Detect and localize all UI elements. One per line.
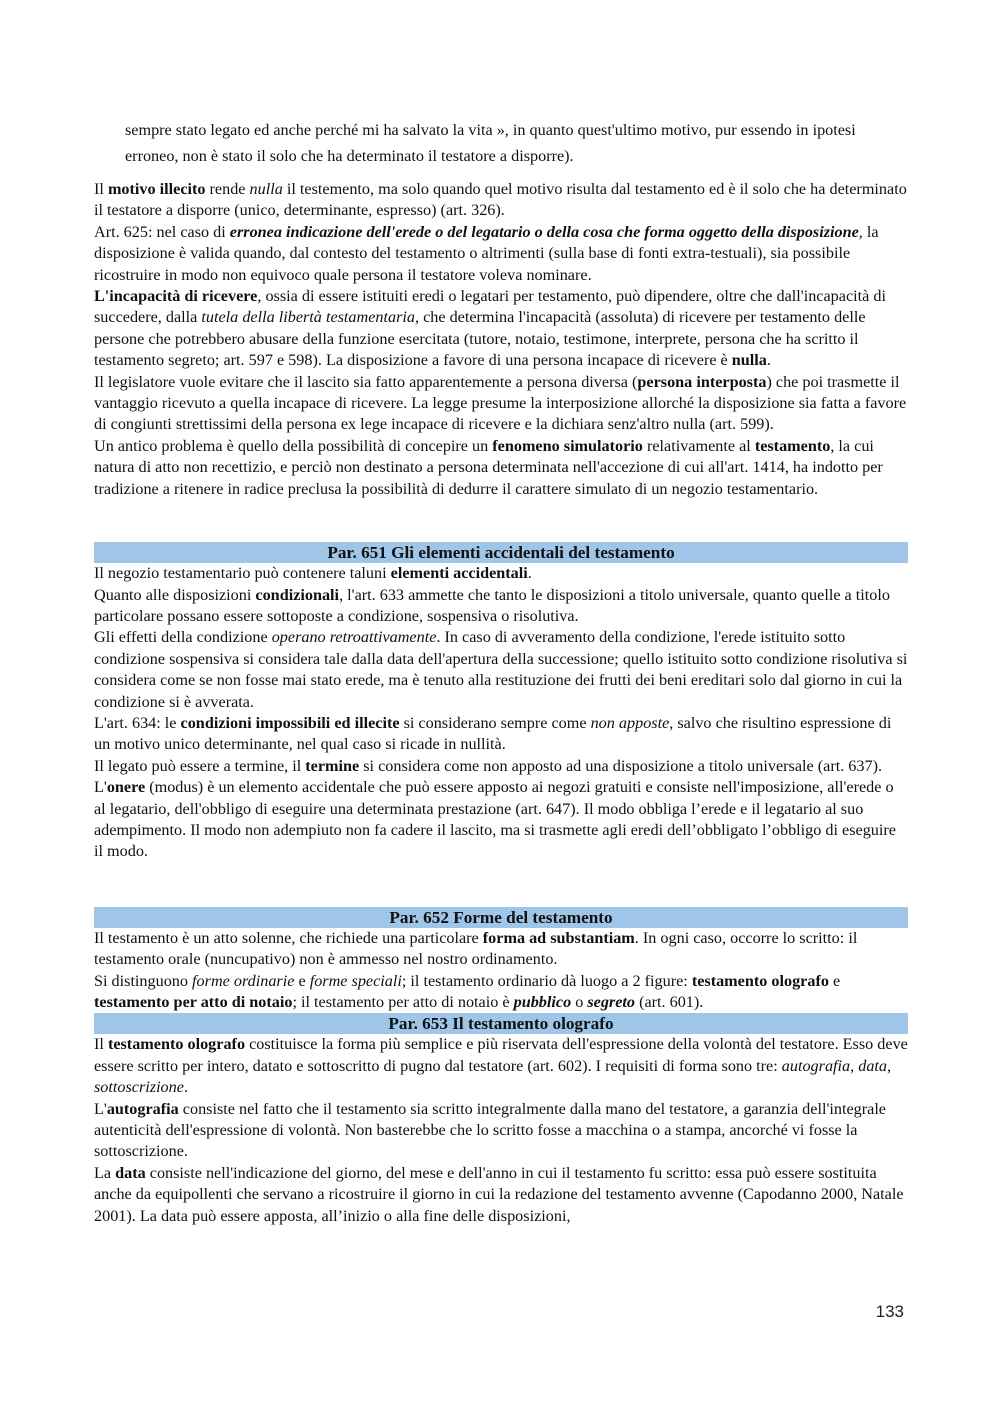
text-run: costituisce la forma più semplice e più riservata dell'espressione della volontà del testatore. Esso deve essere scritto per intero, datato e sottoscritto di pugno dal testatore (art. 602). I requisiti di forma sono tre:	[94, 1035, 908, 1075]
text-run: ,	[850, 1056, 859, 1075]
text-run: L'art. 634: le	[94, 713, 181, 732]
text-run: , la cui natura di atto non recettizio, e perciò non destinato a persona determinata nell'accezione di cui all'art. 1414, ha indotto per tradizione a ritenere in radice preclusa la possibilità di dedurre il carattere simulato di un negozio testamentario.	[94, 436, 883, 498]
text-run: (art. 601).	[635, 993, 704, 1011]
text-run: , la disposizione è valida quando, dal contesto del testamento o altrimenti (sulla base di fonti extra-testuali), sia possibile ricostruire in modo non equivoco quale persona il testatore voleva nominare.	[94, 222, 879, 284]
text-run: ) che poi trasmette il vantaggio ricevuto a quella incapace di ricevere. La legge presume la interposizione allorché la disposizione sia fatta a favore di congiunti strettissimi della persona ex lege incapace di ricevere e la dichiara senz'altro nulla (art. 599).	[94, 372, 907, 434]
text-run: motivo illecito	[107, 180, 206, 198]
text-run: operano retroattivamente	[271, 628, 437, 647]
text-run: condizionali	[255, 585, 340, 604]
text-run: termine	[305, 756, 360, 775]
text-run: ; il testamento per atto di notaio è	[292, 993, 514, 1011]
text-run: data	[858, 1056, 888, 1075]
paragraph-651-termine	[94, 756, 908, 777]
text-run: Il legato può essere a termine, il	[94, 756, 306, 775]
text-run: , salvo che risultino espressione di un motivo unico determinante, nel qual caso si ricade in nullità.	[94, 713, 892, 754]
text-run: ; il testamento ordinario dà luogo a 2 figure:	[401, 971, 692, 990]
text-run: si considera come non apposto ad una disposizione a titolo universale (art. 637).	[359, 756, 883, 775]
page-body	[94, 118, 908, 1227]
paragraph-651-effetti	[94, 627, 908, 713]
text-run: L'	[94, 778, 107, 797]
text-run: , che determina l'incapacità (assoluta) di ricevere per testamento delle persone che potrebbero abusare della funzione esercitata (tutore, notaio, testimone, interprete, persona che ha scritto il testamento segreto; art. 597 e 598). La disposizione a favore di una persona incapace di ricevere è	[94, 308, 866, 370]
section-heading-652: Par. 652 Forme del testamento	[94, 907, 908, 928]
text-run: consiste nel fatto che il testamento sia scritto integralmente dalla mano del testatore, a garanzia dell'integrale autenticità dell'espressione di volontà. Non basterebbe che lo scritto fosse a macchina o a stampa, ancorché vi fosse la sottoscrizione.	[94, 1099, 886, 1161]
paragraph-incapacita	[94, 286, 908, 372]
text-run: testamento olografo	[107, 1035, 246, 1054]
paragraph-653-olografo	[94, 1034, 908, 1098]
text-run: il testemento, ma solo quando quel motivo risulta dal testamento ed è il solo che ha determinato il testatore a disporre (unico, determinante, espresso) (art. 326).	[94, 180, 907, 220]
text-run: erronea indicazione dell'erede o del legatario o della cosa che forma oggetto della disposizione	[229, 222, 859, 241]
text-run: Un antico problema è quello della possibilità di concepire un	[94, 436, 493, 455]
text-run: pubblico	[513, 993, 572, 1011]
paragraph-653-autografia	[94, 1099, 908, 1163]
text-run: non apposte	[590, 713, 670, 732]
paragraph-651-art-634	[94, 713, 908, 756]
text-run: consiste nell'indicazione del giorno, del mese e dell'anno in cui il testamento fu scritto: essa può essere sostituita anche da equipollenti che servano a ricostruire il giorno in cui la redazione del testamento avvenne (Capodanno 2000, Natale 2001). La data può essere apposta, all’inizio o alla fine delle disposizioni,	[94, 1163, 904, 1225]
text-run: forme speciali	[309, 971, 402, 990]
text-run: Il negozio testamentario può contenere taluni	[94, 564, 391, 583]
text-run: onere	[106, 778, 146, 797]
section-heading-653: Par. 653 Il testamento olografo	[94, 1013, 908, 1034]
text-run: si considerano sempre come	[399, 713, 591, 732]
text-run: forme ordinarie	[192, 971, 295, 990]
text-run: Quanto alle disposizioni	[94, 585, 256, 604]
text-run: Il	[94, 180, 108, 198]
text-run: , l'art. 633 ammette che tanto le disposizioni a titolo universale, quanto quelle a titolo particolare possano essere sottoposte a condizione, sospensiva o risolutiva.	[94, 585, 890, 625]
intro-quote	[94, 118, 908, 169]
text-run: elementi accidentali	[390, 564, 528, 583]
paragraph-motivo-illecito	[94, 179, 908, 222]
text-run: segreto	[587, 993, 636, 1011]
text-run: persona interposta	[637, 372, 767, 391]
text-run: relativamente al	[642, 436, 755, 455]
text-run: nulla	[249, 180, 283, 198]
text-run: , ossia di essere istituiti eredi o legatari per testamento, può dipendere, oltre che dall'incapacità di succedere, dalla	[94, 287, 886, 327]
text-run: tutela della libertà testamentaria	[201, 308, 415, 327]
page-number: 133	[875, 1302, 904, 1321]
text-run: data	[115, 1163, 146, 1182]
text-run: La	[94, 1163, 116, 1182]
text-run: fenomeno simulatorio	[492, 436, 643, 455]
text-run: .	[766, 351, 771, 370]
text-run: Gli effetti della condizione	[94, 628, 272, 647]
text-run: testamento per atto di notaio	[94, 993, 293, 1011]
text-run: ,	[887, 1056, 892, 1075]
text-run: autografia	[781, 1056, 851, 1075]
text-run: L'	[94, 1099, 107, 1118]
text-run: Il	[94, 1035, 108, 1054]
paragraph-651-a	[94, 563, 908, 584]
paragraph-simulazione	[94, 436, 908, 500]
text-run: . In caso di avveramento della condizione, l'erede istituito sotto condizione sospensiva si considera tale dalla data dell'apertura della successione; quello istituito sotto condizione risolutiva si considera come se non fosse mai stato erede, ma è tenuto alla restituzione dei frutti dei beni ereditari solo dal giorno in cui la condizione si è avverata.	[94, 628, 908, 711]
text-run: . In ogni caso, occorre lo scritto: il testamento orale (nuncupativo) non è ammesso nel nostro ordinamento.	[94, 928, 858, 969]
text-run: nulla	[731, 351, 767, 370]
text-run: Art. 625: nel caso di	[94, 222, 230, 241]
text-run: L'incapacità di ricevere	[94, 287, 258, 306]
text-run: (modus) è un elemento accidentale che può essere apposto ai negozi gratuiti e consiste nell'imposizione, all'erede o al legatario, dell'obbligo di eseguire una determinata prestazione (art. 647). Il modo obbliga l’erede e il legatario al suo adempimento. Il modo non adempiuto non fa cadere il lascito, ma si trasmette agli eredi dell’obbligato l’obbligo di eseguire il modo.	[94, 778, 896, 861]
paragraph-652-forme	[94, 971, 908, 1014]
paragraph-651-condizionali	[94, 585, 908, 628]
text-run: o	[571, 993, 588, 1011]
text-run: autografia	[106, 1099, 179, 1118]
text-run: rende	[205, 180, 250, 198]
paragraph-653-data	[94, 1163, 908, 1227]
text-run: Il legislatore vuole evitare che il lascito sia fatto apparentemente a persona diversa (	[94, 372, 638, 391]
text-run: condizioni impossibili ed illecite	[180, 713, 400, 732]
text-run: sottoscrizione	[94, 1078, 184, 1097]
text-run: .	[527, 564, 532, 583]
text-run: forma ad substantiam	[482, 928, 635, 947]
paragraph-651-onere	[94, 777, 908, 863]
section-heading-651: Par. 651 Gli elementi accidentali del testamento	[94, 542, 908, 563]
paragraph-652-solenne	[94, 928, 908, 971]
text-run: e	[294, 971, 310, 990]
paragraph-art-625	[94, 222, 908, 286]
text-run: testamento	[754, 436, 831, 455]
text-run: e	[828, 971, 841, 990]
text-run: testamento olografo	[691, 971, 829, 990]
text-run: .	[183, 1078, 188, 1097]
text-run: sempre stato legato ed anche perché mi ha salvato la vita », in quanto quest'ultimo motivo, pur essendo in ipotesi erroneo, non è stato il solo che ha determinato il testatore a disporre).	[125, 121, 856, 165]
paragraph-persona-interposta	[94, 372, 908, 436]
text-run: Si distinguono	[94, 971, 193, 990]
text-run: Il testamento è un atto solenne, che richiede una particolare	[94, 928, 483, 947]
